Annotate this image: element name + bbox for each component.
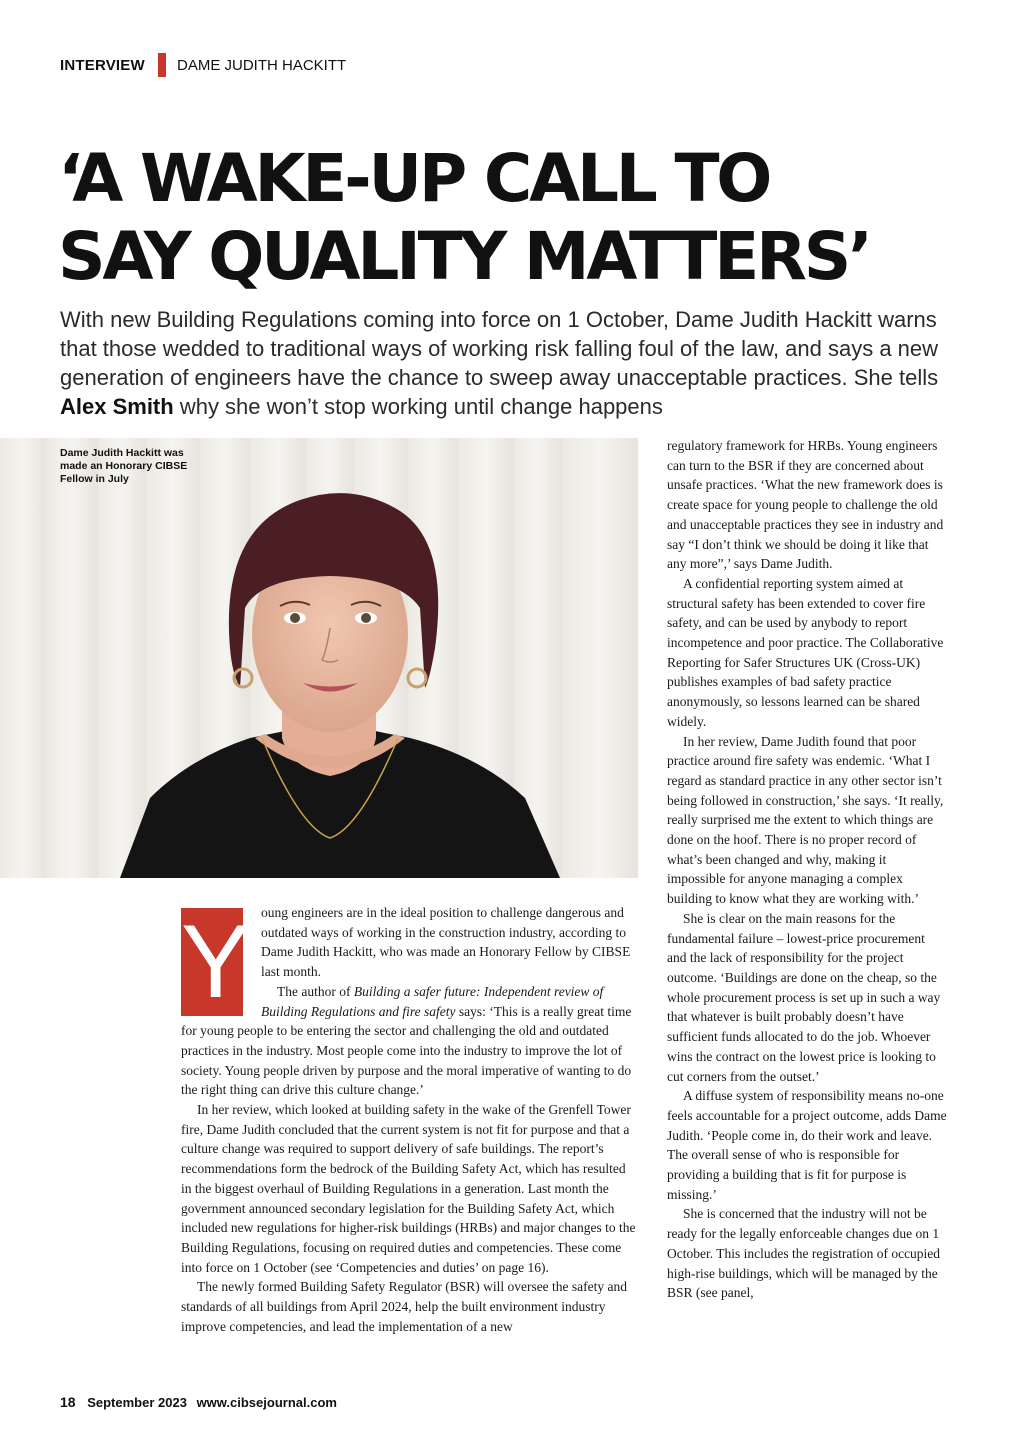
drop-cap: Y <box>181 904 251 1020</box>
body-paragraph-3: In her review, which looked at building safety in the wake of the Grenfell Tower fire, Dame Judith concluded that the current system is not fit for purpose and that a culture change was required to support delivery of safe buildings. The report’s recommendations form the bedrock of the Building Safety Act, which has resulted in the biggest overhaul of Building Regulations in a generation. Last month the government announced secondary legislation for the Building Safety Act, which included new regulations for higher-risk buildings (HRBs) and major changes to the Building Regulations, focusing on required duties and competencies. These come into force on 1 October (see ‘Competencies and duties’ on page 16). <box>181 1102 636 1275</box>
headline-line-1: ‘A WAKE-UP CALL TO <box>58 140 770 217</box>
website-link[interactable]: www.cibsejournal.com <box>196 1395 337 1410</box>
body-right-paragraph-4: She is clear on the main reasons for the fundamental failure – lowest-price procurement and the lack of responsibility for the project outcome. ‘Buildings are done on the cheap, so the whole procurement process is set up in such a way that whatever is built probably doesn’t have sufficient funds allocated to do the job. Whoever wins the contract on the lowest price is looking to cut corners from the outset.’ <box>667 910 941 1084</box>
headline-line-2: SAY QUALITY MATTERS’ <box>58 218 870 295</box>
review-title: Building a safer future: Independent review of Building Regulations and fire safety <box>261 983 604 1019</box>
portrait-illustration <box>0 438 638 878</box>
section-subject: DAME JUDITH HACKITT <box>177 57 347 74</box>
photo-caption: Dame Judith Hackitt was made an Honorary CIBSE Fellow in July <box>60 447 188 485</box>
issue-date: September 2023 <box>87 1395 187 1410</box>
body-right-paragraph-6: She is concerned that the industry will not be ready for the legally enforceable changes due on 1 October. This includes the registration of occupied high-rise buildings, which will be managed by the BSR (see panel, <box>667 1206 941 1301</box>
headline <box>58 140 978 296</box>
body-paragraph-2-before: The author of <box>277 983 354 999</box>
body-paragraph-2-after: says: ‘This is a really great time for young people to be entering the sector and challenging the old and outdated practices in the industry. Most people come into the industry to improve the lot of society. Young people driven by purpose and the moral imperative of wanting to do the right thing can drive this culture change.’ <box>181 1003 632 1098</box>
body-right-paragraph-3: In her review, Dame Judith found that poor practice around fire safety was endemic. ‘What I regard as standard practice in any other sector isn’t being followed in construction,’ she says. ‘It really, really surprised me the extent to which things are done on the hoof. There is no proper record of what’s been changed and why, making it impossible for anyone managing a complex building to know what they are working with.’ <box>667 733 944 907</box>
body-paragraph-4: The newly formed Building Safety Regulator (BSR) will oversee the safety and standards of all buildings from April 2024, help the built environment industry improve competencies, and lead the implementation of a new <box>181 1279 628 1334</box>
section-divider-bar <box>158 53 166 77</box>
body-column-right <box>667 436 947 1303</box>
standfirst-text-after: why she won’t stop working until change happens <box>173 394 663 419</box>
body-column-left <box>181 903 637 1336</box>
body-right-paragraph-2: A confidential reporting system aimed at structural safety has been extended to cover fire safety, and can be used by anybody to report incompetence and poor practice. The Collaborative Reporting for Safer Structures UK (Cross-UK) publishes examples of bad safety practice anonymously, so lessons learned can be shared widely. <box>667 575 944 729</box>
standfirst <box>60 305 940 421</box>
standfirst-author: Alex Smith <box>60 394 174 419</box>
portrait-photo <box>0 438 638 878</box>
section-label: INTERVIEW <box>60 57 145 74</box>
body-right-paragraph-1: regulatory framework for HRBs. Young engineers can turn to the BSR if they are concerned about unsafe practices. ‘What the new framework does is create space for young people to challenge the old and unacceptable practices they see in industry and say “I don’t think we should be doing it like that any more”,’ says Dame Judith. <box>667 438 944 572</box>
page-footer <box>60 1394 337 1410</box>
page-number: 18 <box>60 1394 76 1410</box>
body-paragraph-1-text: oung engineers are in the ideal position to challenge dangerous and outdated ways of working in the construction industry, according to Dame Judith Hackitt, who was made an Honorary Fellow by CIBSE last month. <box>261 905 631 980</box>
standfirst-text-before: With new Building Regulations coming into force on 1 October, Dame Judith Hackitt warns that those wedded to traditional ways of working risk falling foul of the law, and says a new generation of engineers have the chance to sweep away unacceptable practices. She tells <box>60 307 939 390</box>
body-right-paragraph-5: A diffuse system of responsibility means no-one feels accountable for a project outcome, adds Dame Judith. ‘People come in, do their work and leave. The overall sense of who is responsible for providing a building that is fit for purpose is missing.’ <box>667 1088 947 1202</box>
